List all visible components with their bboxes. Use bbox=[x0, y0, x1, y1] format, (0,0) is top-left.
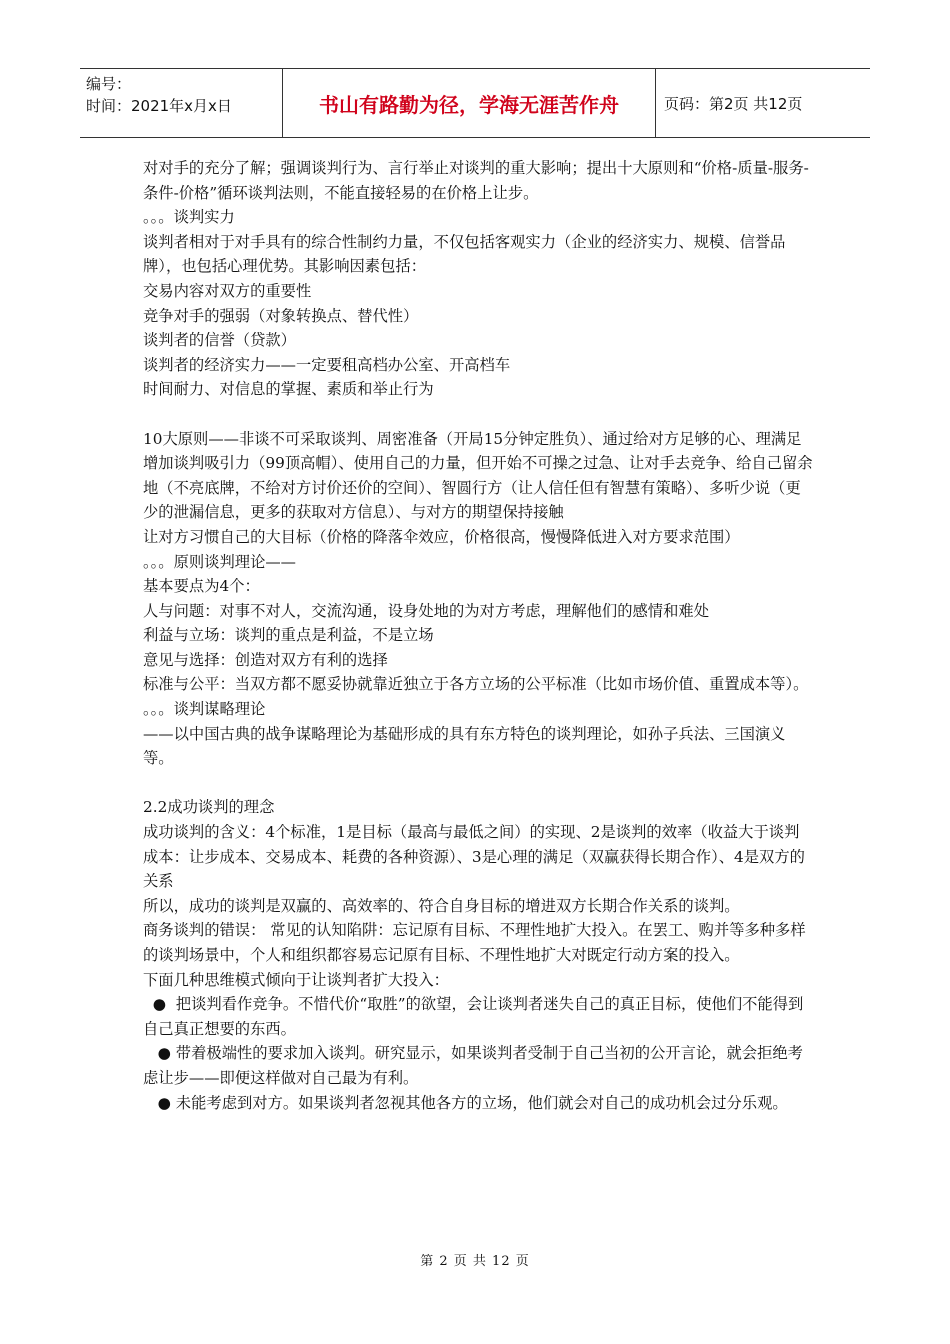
section-heading: 。。。谈判谋略理论 bbox=[143, 700, 266, 719]
paragraph: 商务谈判的错误： 常见的认知陷阱：忘记原有目标、不理性地扩大投入。在罢工、购并等多种多样的谈判场景中，个人和组织都容易忘记原有目标、不理性地扩大对既定行动方案的投入。 bbox=[143, 921, 806, 964]
page-footer: 第 2 页 共 12 页 bbox=[420, 1254, 530, 1269]
list-item: 时间耐力、对信息的掌握、素质和举止行为 bbox=[143, 380, 434, 399]
list-item: 谈判者的经济实力——一定要租高档办公室、开高档车 bbox=[143, 355, 511, 374]
list-item: 谈判者的信誉（贷款） bbox=[143, 331, 296, 350]
list-item: 意见与选择：创造对双方有利的选择 bbox=[143, 650, 388, 669]
list-item: 人与问题：对事不对人，交流沟通，设身处地的为对方考虑，理解他们的感情和难处 bbox=[143, 601, 709, 620]
bullet-item: ● 带着极端性的要求加入谈判。研究显示，如果谈判者受制于自己当初的公开言论，就会拒绝考虑让步——即便这样做对自己最为有利。 bbox=[143, 1044, 803, 1087]
section-heading: 2.2成功谈判的理念 bbox=[143, 798, 275, 817]
paragraph: 让对方习惯自己的大目标（价格的降落伞效应，价格很高，慢慢降低进入对方要求范围） bbox=[143, 527, 740, 546]
section-heading: 。。。原则谈判理论—— bbox=[143, 552, 296, 571]
paragraph: 下面几种思维模式倾向于让谈判者扩大投入： bbox=[143, 970, 449, 989]
list-item: 竞争对手的强弱（对象转换点、替代性） bbox=[143, 306, 419, 325]
header-meta bbox=[80, 69, 282, 137]
bullet-item: ● 把谈判看作竞争。不惜代价“取胜”的欲望，会让谈判者迷失自己的真正目标，使他们不能得到自己真正想要的东西。 bbox=[143, 995, 804, 1038]
paragraph: 10大原则——非谈不可采取谈判、周密准备（开局15分钟定胜负）、通过给对方足够的心、理满足增加谈判吸引力（99顶高帽）、使用自己的力量，但开始不可操之过急、让对手去竞争、给自己留余地（不亮底牌，不给对方讨价还价的空间）、智圆行方（让人信任但有智慧有策略）、多听少说（更少的泄漏信息，更多的获取对方信息）、与对方的期望保持接触 bbox=[143, 429, 813, 522]
document-date-label: 时间：2021年x月x日 bbox=[86, 97, 232, 115]
document-number-label: 编号： bbox=[86, 75, 132, 93]
list-item: 交易内容对双方的重要性 bbox=[143, 281, 312, 300]
paragraph: ——以中国古典的战争谋略理论为基础形成的具有东方特色的谈判理论，如孙子兵法、三国演义等。 bbox=[143, 724, 786, 768]
paragraph: 对对手的充分了解；强调谈判行为、言行举止对谈判的重大影响；提出十大原则和“价格-质量-服务-条件-价格”循环谈判法则，不能直接轻易的在价格上让步。 bbox=[143, 159, 809, 202]
list-item: 利益与立场：谈判的重点是利益，不是立场 bbox=[143, 626, 434, 645]
section-heading: 。。。谈判实力 bbox=[143, 208, 235, 227]
page-header bbox=[80, 68, 870, 138]
list-item: 标准与公平：当双方都不愿妥协就靠近独立于各方立场的公平标准（比如市场价值、重置成本等）。 bbox=[143, 675, 809, 694]
header-page-info: 页码：第2页 共12页 bbox=[664, 94, 803, 113]
document-body bbox=[143, 156, 813, 1115]
header-motto: 书山有路勤为径，学海无涯苦作舟 bbox=[282, 69, 656, 137]
paragraph: 谈判者相对于对手具有的综合性制约力量，不仅包括客观实力（企业的经济实力、规模、信誉品牌），也包括心理优势。其影响因素包括： bbox=[143, 232, 786, 276]
blank-line bbox=[143, 402, 813, 427]
bullet-item: ● 未能考虑到对方。如果谈判者忽视其他各方的立场，他们就会对自己的成功机会过分乐观。 bbox=[143, 1093, 788, 1112]
paragraph: 所以，成功的谈判是双赢的、高效率的、符合自身目标的增进双方长期合作关系的谈判。 bbox=[143, 896, 740, 915]
paragraph: 成功谈判的含义：4个标准，1是目标（最高与最低之间）的实现、2是谈判的效率（收益大于谈判成本：让步成本、交易成本、耗费的各种资源）、3是心理的满足（双赢获得长期合作）、4是双方的关系 bbox=[143, 823, 805, 891]
paragraph: 基本要点为4个： bbox=[143, 577, 260, 596]
blank-line bbox=[143, 771, 813, 796]
